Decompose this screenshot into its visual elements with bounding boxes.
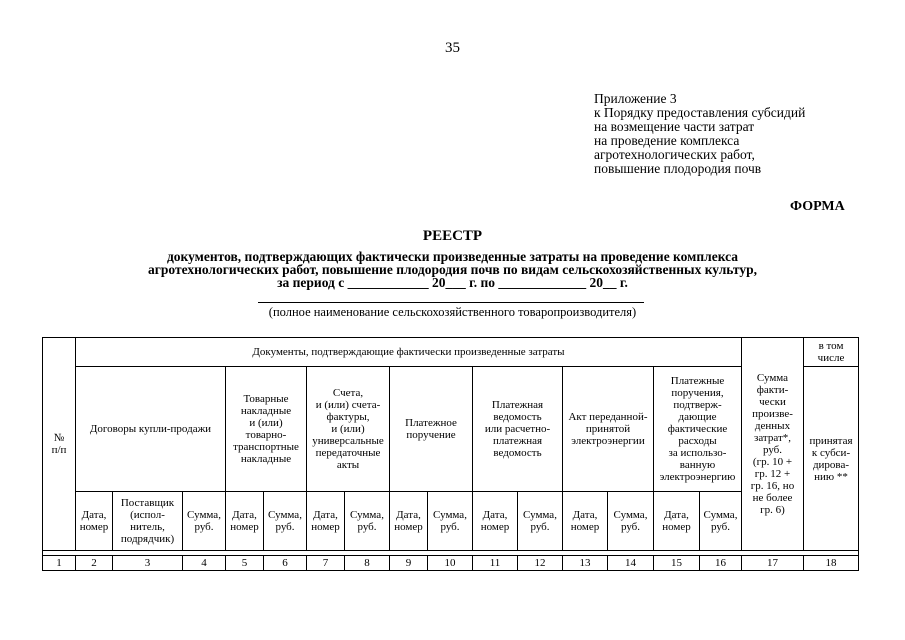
header-contracts: Договоры купли-продажи — [76, 367, 226, 492]
column-number-cell: 6 — [264, 556, 307, 571]
column-number-cell: 3 — [113, 556, 183, 571]
subtitle-line: агротехнологических работ, повышение плодородия почв по видам сельскохозяйственных культур, — [148, 262, 757, 277]
column-number-cell: 12 — [518, 556, 563, 571]
header-invoices: Счета, и (или) счета- фактуры, и (или) универсальные передаточные акты — [307, 367, 390, 492]
column-number-cell: 9 — [390, 556, 428, 571]
subheader-sum: Сумма, руб. — [700, 492, 742, 551]
subheader-sum: Сумма, руб. — [518, 492, 563, 551]
column-number-cell: 14 — [608, 556, 654, 571]
column-number-cell: 7 — [307, 556, 345, 571]
form-label: ФОРМА — [790, 199, 845, 214]
header-energy-act: Акт переданной- принятой электроэнергии — [563, 367, 654, 492]
header-accepted-for-subsidy: принятая к субси- дирова- нию ** — [804, 367, 859, 551]
column-number-cell: 16 — [700, 556, 742, 571]
column-number-cell: 17 — [742, 556, 804, 571]
subheader-date-number: Дата, номер — [390, 492, 428, 551]
header-actual-costs-sum: Сумма факти- чески произве- денных затрат*, руб. (гр. 10 + гр. 12 + гр. 16, но не более гр. 6) — [742, 338, 804, 551]
column-number-cell: 10 — [428, 556, 473, 571]
subheader-date-number: Дата, номер — [226, 492, 264, 551]
subheader-date-number: Дата, номер — [654, 492, 700, 551]
subheader-sum: Сумма, руб. — [608, 492, 654, 551]
column-number-cell: 18 — [804, 556, 859, 571]
registry-table — [42, 337, 859, 571]
column-number-cell: 11 — [473, 556, 518, 571]
column-number-cell: 5 — [226, 556, 264, 571]
column-number-cell: 13 — [563, 556, 608, 571]
header-payroll: Платежная ведомость или расчетно- платежная ведомость — [473, 367, 563, 492]
subheader-sum: Сумма, руб. — [264, 492, 307, 551]
document-title: РЕЕСТР — [422, 228, 483, 244]
column-number-cell: 1 — [43, 556, 76, 571]
subheader-sum: Сумма, руб. — [183, 492, 226, 551]
subheader-date-number: Дата, номер — [307, 492, 345, 551]
column-number-cell: 4 — [183, 556, 226, 571]
document-subtitle — [0, 250, 905, 289]
appendix-line: на проведение комплекса — [594, 133, 740, 148]
header-including: в том числе — [804, 338, 859, 367]
subheader-supplier: Поставщик (испол- нитель, подрядчик) — [113, 492, 183, 551]
subtitle-line-period: за период с ____________ 20___ г. по _____________ 20__ г. — [277, 275, 628, 290]
subtitle-line: документов, подтверждающих фактически произведенные затраты на проведение комплекса — [166, 249, 739, 264]
header-documents: Документы, подтверждающие фактически произведенные затраты — [76, 338, 742, 367]
appendix-line: на возмещение части затрат — [594, 119, 755, 134]
column-number-cell: 15 — [654, 556, 700, 571]
header-payment-order: Платежное поручение — [390, 367, 473, 492]
appendix-line: Приложение 3 — [594, 91, 677, 106]
subheader-sum: Сумма, руб. — [345, 492, 390, 551]
header-row-number: № п/п — [43, 338, 76, 551]
subheader-date-number: Дата, номер — [76, 492, 113, 551]
column-number-cell: 8 — [345, 556, 390, 571]
subheader-sum: Сумма, руб. — [428, 492, 473, 551]
column-number-cell: 2 — [76, 556, 113, 571]
appendix-line: повышение плодородия почв — [594, 161, 762, 176]
appendix-line: агротехнологических работ, — [594, 147, 755, 162]
page-number: 35 — [445, 40, 460, 56]
subheader-date-number: Дата, номер — [563, 492, 608, 551]
producer-name-line — [258, 302, 644, 303]
appendix-note — [594, 92, 805, 176]
header-energy-payment-orders: Платежные поручения, подтверж- дающие фактические расходы за использо- ванную электроэнергию — [654, 367, 742, 492]
subheader-date-number: Дата, номер — [473, 492, 518, 551]
header-waybills: Товарные накладные и (или) товарно- транспортные накладные — [226, 367, 307, 492]
appendix-line: к Порядку предоставления субсидий — [594, 105, 806, 120]
producer-name-caption: (полное наименование сельскохозяйственного товаропроизводителя) — [268, 305, 637, 319]
